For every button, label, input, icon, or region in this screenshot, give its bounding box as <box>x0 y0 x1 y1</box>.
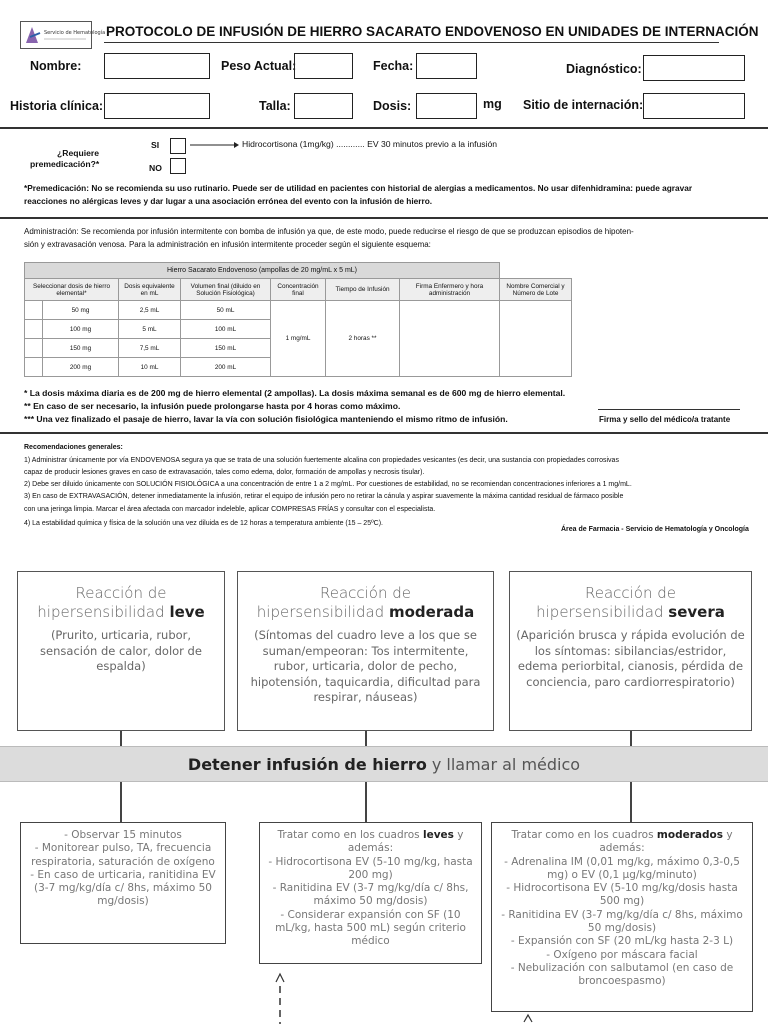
dosis-label: Dosis: <box>373 99 412 113</box>
connector <box>365 782 367 822</box>
action-leve: - Observar 15 minutos - Monitorear pulso, TA, frecuencia respiratoria, saturación de oxígeno - En caso de urticaria, ranitidina EV (3-7 mg/kg/día c/ 8hs, máximo 50 mg/dosis) <box>20 822 226 944</box>
col-header: Nombre Comercial y Número de Lote <box>500 279 572 301</box>
peso-label: Peso Actual: <box>221 59 297 73</box>
nombre-field[interactable] <box>104 53 210 79</box>
vol-cell: 100 mL <box>181 320 271 339</box>
dashed-arrow-icon <box>272 968 288 1024</box>
rec-1a: 1) Administrar únicamente por vía ENDOVENOSA segura ya que se trata de una solución fuertemente alcalina con propiedades vesicantes (es decir, una sustancia con propiedades corrosivas <box>24 457 619 464</box>
dose-table <box>24 262 572 377</box>
card-severa-desc: (Aparición brusca y rápida evolución de los síntomas: sibilancias/estridor, edema periorbital, cianosis, pérdida de conciencia, paro cardiorrespiratorio) <box>516 628 745 689</box>
card-severa-title-1: Reacción de <box>584 584 677 602</box>
card-leve <box>17 571 225 731</box>
talla-field[interactable] <box>294 93 353 119</box>
col-header: Seleccionar dosis de hierro elemental* <box>25 279 119 301</box>
connector <box>630 782 632 822</box>
historia-label: Historia clínica: <box>10 99 104 113</box>
col-header: Volumen final (diluido en Solución Fisiológica) <box>181 279 271 301</box>
card-leve-desc: (Prurito, urticaria, rubor, sensación de calor, dolor de espalda) <box>40 628 202 673</box>
card-moderada-title-2: hipersensibilidad <box>256 603 385 621</box>
card-moderada-title-1: Reacción de <box>319 584 412 602</box>
ml-cell: 10 mL <box>119 358 181 377</box>
dose-select-cell[interactable] <box>25 339 43 358</box>
premed-no-checkbox[interactable] <box>170 158 186 174</box>
rec-2: 2) Debe ser diluido únicamente con SOLUCIÓN FISIOLÓGICA a una concentración de entre 1 a 2 mg/mL. Por cuestiones de estabilidad, no se recomiendan concentraciones inferiores a 1 mg/mL. <box>24 481 632 488</box>
divider-top <box>0 127 768 129</box>
signature-label: Firma y sello del médico/a tratante <box>599 415 731 424</box>
mg-unit: mg <box>483 97 502 111</box>
rec-3a: 3) En caso de EXTRAVASACIÓN, detener inmediatamente la infusión, retirar el equipo de infusión pero no retirar la cánula y aspirar suavemente la máxima cantidad residual de fármaco posible <box>24 493 624 500</box>
rec-4: 4) La estabilidad química y física de la solución una vez diluida es de 12 horas a temperatura ambiente (15 – 25ºC). <box>24 520 383 527</box>
fecha-label: Fecha: <box>373 59 414 73</box>
card-severa-title-2: hipersensibilidad <box>536 603 664 621</box>
vol-cell: 50 mL <box>181 301 271 320</box>
connector <box>120 782 122 822</box>
connector <box>365 731 367 746</box>
action-moderada-bold: leves <box>422 829 454 841</box>
dosis-field[interactable] <box>416 93 477 119</box>
dose-cell: 100 mg <box>43 320 119 339</box>
premed-question-1: ¿Requiere <box>56 148 100 158</box>
connector <box>630 731 632 746</box>
arrow-up-icon <box>520 1012 536 1024</box>
dose-cell: 200 mg <box>43 358 119 377</box>
action-moderada-rest: y además: - Hidrocortisona EV (5-10 mg/kg, hasta 200 mg) - Ranitidina EV (3-7 mg/kg/día c/ 8hs, máximo 50 mg/dosis) - Considerar expansión con SF (10 mL/kg, hasta 500 mL) según criterio médico <box>268 829 473 948</box>
sitio-field[interactable] <box>643 93 745 119</box>
admin-line-2: sión y extravasación venosa. Para la administración en infusión intermitente proceder según el siguiente esquema: <box>24 240 431 249</box>
action-moderada-pre: Tratar como en los cuadros <box>277 829 420 841</box>
premed-no-label: NO <box>149 163 162 173</box>
time-cell: 2 horas ** <box>326 301 400 377</box>
premed-si-label: SI <box>151 140 160 150</box>
dose-cell: 150 mg <box>43 339 119 358</box>
dose-select-cell[interactable] <box>25 358 43 377</box>
lot-number-cell[interactable] <box>500 301 572 377</box>
banner-rest: y llamar al médico <box>431 754 581 774</box>
divider-mid <box>0 217 768 219</box>
col-header: Tiempo de Infusión <box>326 279 400 301</box>
card-moderada-severity: moderada <box>388 603 475 621</box>
page-title: PROTOCOLO DE INFUSIÓN DE HIERRO SACARATO ENDOVENOSO EN UNIDADES DE INTERNACIÓN <box>106 24 759 39</box>
vol-cell: 150 mL <box>181 339 271 358</box>
logo-text: Servicio de Hematología <box>44 30 106 36</box>
dose-select-cell[interactable] <box>25 301 43 320</box>
premed-question-2: premedicación?* <box>30 159 100 169</box>
banner-bold: Detener infusión de hierro <box>187 754 427 774</box>
title-underline <box>104 42 719 43</box>
rec-3b: con una jeringa limpia. Marcar el área afectada con marcador indeleble, aplicar COMPRESAS FRÍAS y consultar con el especialista. <box>24 506 436 513</box>
card-leve-title-1: Reacción de <box>75 584 167 602</box>
card-moderada-desc: (Síntomas del cuadro leve a los que se suman/empeoran: Tos intermitente, rubor, urticaria, dolor de pecho, hipotensión, taquicardia, dificultad para respirar, náuseas) <box>250 628 481 704</box>
diagnostico-field[interactable] <box>643 55 745 81</box>
action-severa-pre: Tratar como en los cuadros <box>511 829 654 841</box>
note-1: * La dosis máxima diaria es de 200 mg de hierro elemental (2 ampollas). La dosis máxima semanal es de 600 mg de hierro elemental. <box>24 388 566 398</box>
peso-field[interactable] <box>294 53 353 79</box>
action-severa-bold: moderados <box>656 829 723 841</box>
note-2: ** En caso de ser necesario, la infusión puede prolongarse hasta por 4 horas como máximo. <box>24 401 401 411</box>
col-header: Concentración final <box>271 279 326 301</box>
action-severa-rest: y además: - Adrenalina IM (0,01 mg/kg, máximo 0,3-0,5 mg) o EV (0,1 µg/kg/minuto) - Hidrocortisona EV (5-10 mg/kg/dosis hasta 500 mg) - Ranitidina EV (3-7 mg/kg/día c/ 8hs, máximo 50 mg/dosis) - Expansión con SF (20 mL/kg hasta 2-3 L) - Oxígeno por máscara facial - Nebulización con salbutamol (en caso de broncoespasmo) <box>501 829 743 988</box>
fecha-field[interactable] <box>416 53 477 79</box>
admin-line-1: Administración: Se recomienda por infusión intermitente con bomba de infusión ya que, de este modo, puede reducirse el riesgo de que se produzcan episodios de hipoten- <box>24 227 634 236</box>
divider-bottom <box>0 432 768 434</box>
premed-note-2: reacciones no alérgicas leves y dar lugar a una asociación errónea del evento con la infusión de hierro. <box>24 196 433 206</box>
note-3: *** Una vez finalizado el pasaje de hierro, lavar la vía con solución fisiológica manteniendo el mismo ritmo de infusión. <box>24 414 508 424</box>
pharmacy-area: Área de Farmacia - Servicio de Hematología y Oncología <box>561 526 749 533</box>
nombre-label: Nombre: <box>30 59 82 73</box>
rec-1b: capaz de producir lesiones graves en caso de extravasación, tales como edema, dolor, formación de ampollas y necrosis tisular). <box>24 469 425 476</box>
col-header: Firma Enfermero y hora administración <box>400 279 500 301</box>
dose-table-title: Hierro Sacarato Endovenoso (ampollas de 20 mg/mL x 5 mL) <box>25 263 500 279</box>
recs-title: Recomendaciones generales: <box>24 444 123 451</box>
ml-cell: 5 mL <box>119 320 181 339</box>
hospital-logo <box>20 21 106 49</box>
card-leve-severity: leve <box>169 603 205 621</box>
card-severa-severity: severa <box>668 603 725 621</box>
card-moderada <box>237 571 494 731</box>
premed-si-checkbox[interactable] <box>170 138 186 154</box>
nurse-signature-cell[interactable] <box>400 301 500 377</box>
talla-label: Talla: <box>259 99 291 113</box>
historia-field[interactable] <box>104 93 210 119</box>
vol-cell: 200 mL <box>181 358 271 377</box>
conc-cell: 1 mg/mL <box>271 301 326 377</box>
connector <box>120 731 122 746</box>
premed-hidrocortisona: Hidrocortisona (1mg/kg) ............ EV 30 minutos previo a la infusión <box>242 139 498 149</box>
dose-select-cell[interactable] <box>25 320 43 339</box>
premed-note-1: *Premedicación: No se recomienda su uso rutinario. Puede ser de utilidad en pacientes con historial de alergias a medicamentos. No usar difenhidramina: puede agravar <box>24 183 693 193</box>
card-leve-title-2: hipersensibilidad <box>37 603 165 621</box>
stop-infusion-banner <box>0 746 768 782</box>
ml-cell: 7,5 mL <box>119 339 181 358</box>
arrow-icon <box>190 140 240 150</box>
diagnostico-label: Diagnóstico: <box>566 62 642 76</box>
card-severa <box>509 571 752 731</box>
action-moderada <box>259 822 482 964</box>
col-header: Dosis equivalente en mL <box>119 279 181 301</box>
dose-cell: 50 mg <box>43 301 119 320</box>
signature-line <box>598 409 740 410</box>
action-severa <box>491 822 753 1012</box>
ml-cell: 2,5 mL <box>119 301 181 320</box>
sitio-label: Sitio de internación: <box>523 98 644 112</box>
table-row <box>25 301 572 320</box>
